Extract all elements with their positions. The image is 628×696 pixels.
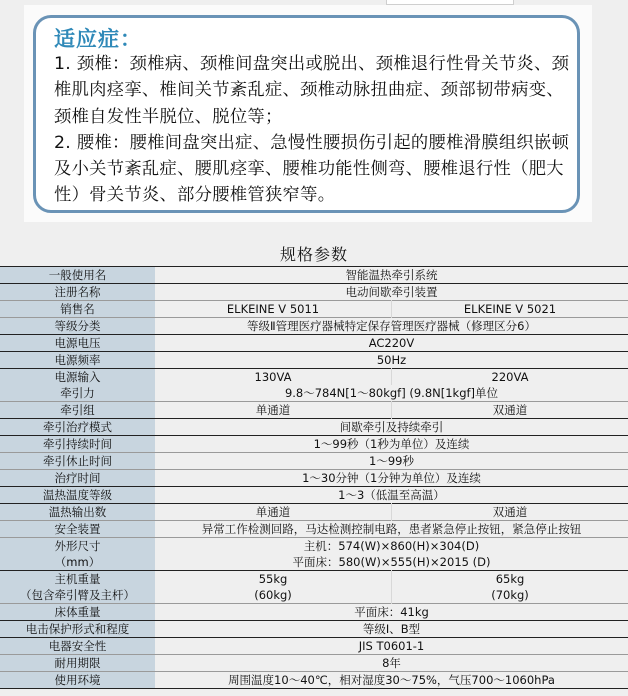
table-row [0, 369, 628, 386]
row-value: 等级Ⅱ管理医疗器械特定保存管理医疗器械（修理区分6） [155, 318, 628, 335]
row-label: 牵引力 [0, 385, 155, 402]
table-row [0, 402, 628, 419]
row-value: 电动间歇牵引装置 [155, 284, 628, 301]
row-label: 注册名称 [0, 284, 155, 301]
table-row [0, 655, 628, 672]
row-value-right: 双通道 [392, 402, 628, 419]
row-label [0, 538, 155, 571]
table-row [0, 487, 628, 504]
row-value: 1～30分钟（1分钟为单位）及连续 [155, 470, 628, 487]
row-value-left [155, 571, 392, 604]
row-label-line2: （mm） [54, 555, 101, 569]
table-row [0, 301, 628, 318]
row-label: 安全装置 [0, 521, 155, 538]
row-value-left: 130VA [155, 369, 392, 386]
row-value [155, 538, 628, 571]
row-value-left: ELKEINE V 5011 [155, 301, 392, 318]
row-label: 电源电压 [0, 335, 155, 352]
indications-title: 适应症： [54, 27, 142, 51]
table-row [0, 470, 628, 487]
row-label: 电器安全性 [0, 638, 155, 655]
table-row [0, 267, 628, 284]
row-label [0, 571, 155, 604]
table-row [0, 604, 628, 621]
row-value-right: 220VA [392, 369, 628, 386]
row-value-right [392, 571, 628, 604]
table-row [0, 436, 628, 453]
row-value: 间歇牵引及持续牵引 [155, 419, 628, 436]
table-row [0, 385, 628, 402]
row-value: JIS T0601-1 [155, 638, 628, 655]
row-value-right: ELKEINE V 5021 [392, 301, 628, 318]
table-row [0, 352, 628, 369]
table-row [0, 571, 628, 604]
dimension-main-unit: 主机：574(W)×860(H)×304(D) [303, 539, 480, 553]
row-label: 牵引休止时间 [0, 453, 155, 470]
table-row [0, 419, 628, 436]
row-value: 异常工作检测回路，马达检测控制电路，患者紧急停止按钮，紧急停止按钮 [155, 521, 628, 538]
weight-left-total: (60kg) [254, 588, 292, 602]
row-value: 50Hz [155, 352, 628, 369]
row-label: 电击保护形式和程度 [0, 621, 155, 638]
row-label: 一般使用名 [0, 267, 155, 284]
table-row [0, 621, 628, 638]
table-row [0, 538, 628, 571]
row-label: 销售名 [0, 301, 155, 318]
row-value: 等级I、B型 [155, 621, 628, 638]
weight-left-main: 55kg [258, 572, 288, 586]
table-row [0, 638, 628, 655]
table-row [0, 453, 628, 470]
row-label: 床体重量 [0, 604, 155, 621]
row-label-line1: 主机重量 [54, 572, 101, 586]
table-row [0, 284, 628, 301]
row-value-right: 双通道 [392, 504, 628, 521]
spec-table [0, 266, 628, 689]
row-value: 智能温热牵引系统 [345, 268, 438, 282]
table-row [0, 521, 628, 538]
row-value: 1～3（低温至高温） [155, 487, 628, 504]
row-value: AC220V [155, 335, 628, 352]
row-value-left: 单通道 [155, 504, 392, 521]
row-value: 平面床：41kg [155, 604, 628, 621]
row-label-line1: 外形尺寸 [54, 539, 101, 553]
dimension-bed: 平面床：580(W)×555(H)×2015 (D) [292, 555, 491, 569]
row-label: 使用环境 [0, 672, 155, 689]
spec-title: 规格参数 [279, 245, 348, 264]
weight-right-main: 65kg [495, 572, 525, 586]
row-label: 温热输出数 [0, 504, 155, 521]
table-row [0, 335, 628, 352]
row-label: 电源输入 [0, 369, 155, 386]
row-label: 牵引治疗模式 [0, 419, 155, 436]
row-value: 1～99秒 [155, 453, 628, 470]
table-row [0, 504, 628, 521]
row-value: 周围温度10～40℃，相对湿度30～75%，气压700～1060hPa [155, 672, 628, 689]
row-label: 牵引持续时间 [0, 436, 155, 453]
indication-lumbar: 2. 腰椎：腰椎间盘突出症、急慢性腰损伤引起的腰椎滑膜组织嵌顿及小关节紊乱症、腰肌痉挛、腰椎功能性侧弯、腰椎退行性（肥大性）骨关节炎、部分腰椎管狭窄等。 [54, 132, 570, 206]
row-label: 等级分类 [0, 318, 155, 335]
weight-right-total: (70kg) [491, 588, 529, 602]
indications-text [54, 51, 574, 209]
indication-cervical: 1. 颈椎：颈椎病、颈椎间盘突出或脱出、颈椎退行性骨关节炎、颈椎肌肉痉挛、椎间关节紊乱症、颈椎动脉扭曲症、颈部韧带病变、颈椎自发性半脱位、脱位等； [54, 54, 570, 127]
row-label: 电源频率 [0, 352, 155, 369]
row-label: 耐用期限 [0, 655, 155, 672]
table-row [0, 318, 628, 335]
indications-card [33, 15, 580, 213]
row-value-left: 单通道 [155, 402, 392, 419]
row-value: 9.8～784N[1～80kgf] (9.8N[1kgf]单位 [284, 386, 499, 400]
row-label: 温热温度等级 [0, 487, 155, 504]
row-label: 牵引组 [0, 402, 155, 419]
table-row [0, 672, 628, 689]
row-value: 1～99秒（1秒为单位）及连续 [155, 436, 628, 453]
row-value: 8年 [155, 655, 628, 672]
row-label: 治疗时间 [0, 470, 155, 487]
row-label-line2: （包含牵引臂及主杆） [20, 588, 135, 602]
